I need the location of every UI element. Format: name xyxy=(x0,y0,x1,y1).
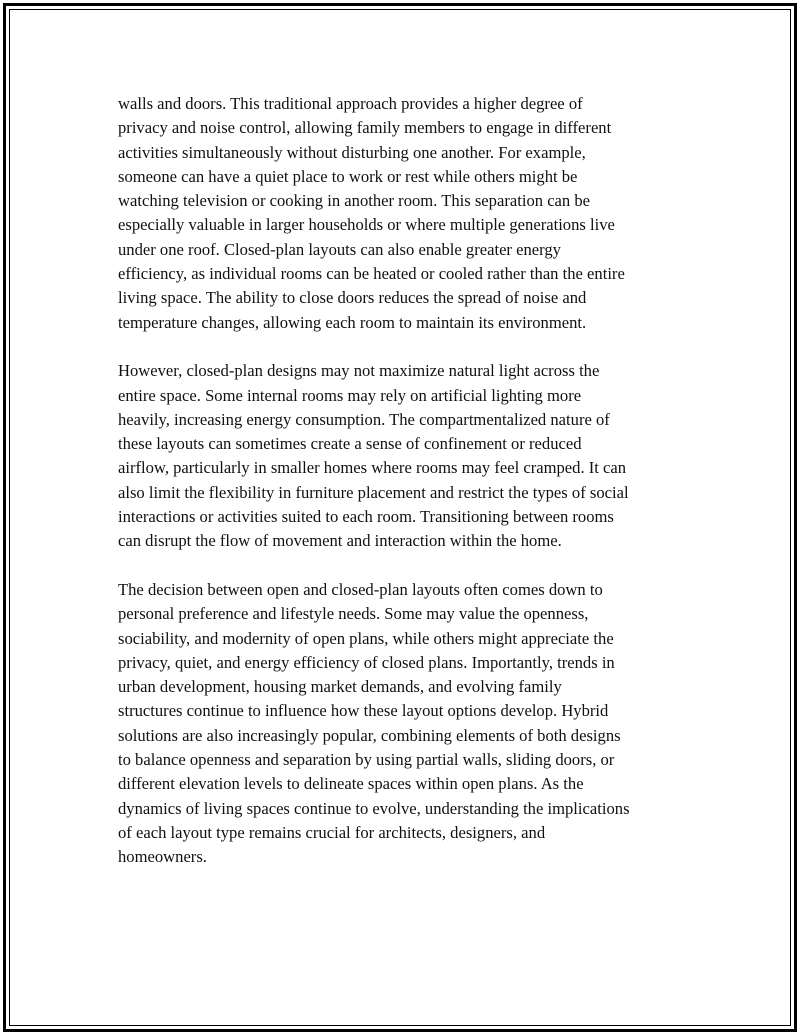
paragraph-2 xyxy=(118,359,698,553)
text-line: heavily, increasing energy consumption. The compartmentalized nature of xyxy=(118,409,610,429)
text-line: walls and doors. This traditional approach provides a higher degree of xyxy=(118,94,583,113)
text-line: these layouts can sometimes create a sense of confinement or reduced xyxy=(118,434,582,454)
text-line: temperature changes, allowing each room to maintain its environment. xyxy=(118,312,587,332)
text-line: also limit the flexibility in furniture placement and restrict the types of social xyxy=(118,482,629,502)
text-line: structures continue to influence how these layout options develop. Hybrid xyxy=(118,701,609,721)
text-line: living space. The ability to close doors reduces the spread of noise and xyxy=(118,288,587,308)
text-line: solutions are also increasingly popular, combining elements of both designs xyxy=(118,725,621,745)
text-line: privacy and noise control, allowing family members to engage in different xyxy=(118,118,612,138)
text-line: can disrupt the flow of movement and interaction within the home. xyxy=(118,531,562,551)
text-line: privacy, quiet, and energy efficiency of closed plans. Importantly, trends in xyxy=(118,652,615,672)
text-line: airflow, particularly in smaller homes where rooms may feel cramped. It can xyxy=(118,458,627,478)
text-line: interactions or activities suited to each room. Transitioning between rooms xyxy=(118,507,614,527)
text-line: to balance openness and separation by using partial walls, sliding doors, or xyxy=(118,750,615,770)
text-line: homeowners. xyxy=(118,847,207,867)
text-line: under one roof. Closed-plan layouts can also enable greater energy xyxy=(118,239,561,259)
text-line: personal preference and lifestyle needs. Some may value the openness, xyxy=(118,604,589,624)
text-line: However, closed-plan designs may not maximize natural light across the xyxy=(118,361,600,381)
paragraph-3 xyxy=(118,578,698,870)
text-line: different elevation levels to delineate spaces within open plans. As the xyxy=(118,774,584,794)
paragraph-1 xyxy=(118,92,698,335)
text-line: dynamics of living spaces continue to evolve, understanding the implications xyxy=(118,798,630,818)
text-line: The decision between open and closed-plan layouts often comes down to xyxy=(118,579,603,599)
text-line: activities simultaneously without disturbing one another. For example, xyxy=(118,142,586,162)
text-line: efficiency, as individual rooms can be heated or cooled rather than the entire xyxy=(118,264,625,284)
text-line: someone can have a quiet place to work or rest while others might be xyxy=(118,166,578,186)
text-line: sociability, and modernity of open plans, while others might appreciate the xyxy=(118,628,614,648)
text-line: entire space. Some internal rooms may rely on artificial lighting more xyxy=(118,385,582,405)
text-line: of each layout type remains crucial for architects, designers, and xyxy=(118,822,546,842)
text-line: urban development, housing market demands, and evolving family xyxy=(118,677,562,697)
text-line: especially valuable in larger households or where multiple generations live xyxy=(118,215,615,235)
document-body xyxy=(118,92,698,894)
text-line: watching television or cooking in another room. This separation can be xyxy=(118,191,591,211)
